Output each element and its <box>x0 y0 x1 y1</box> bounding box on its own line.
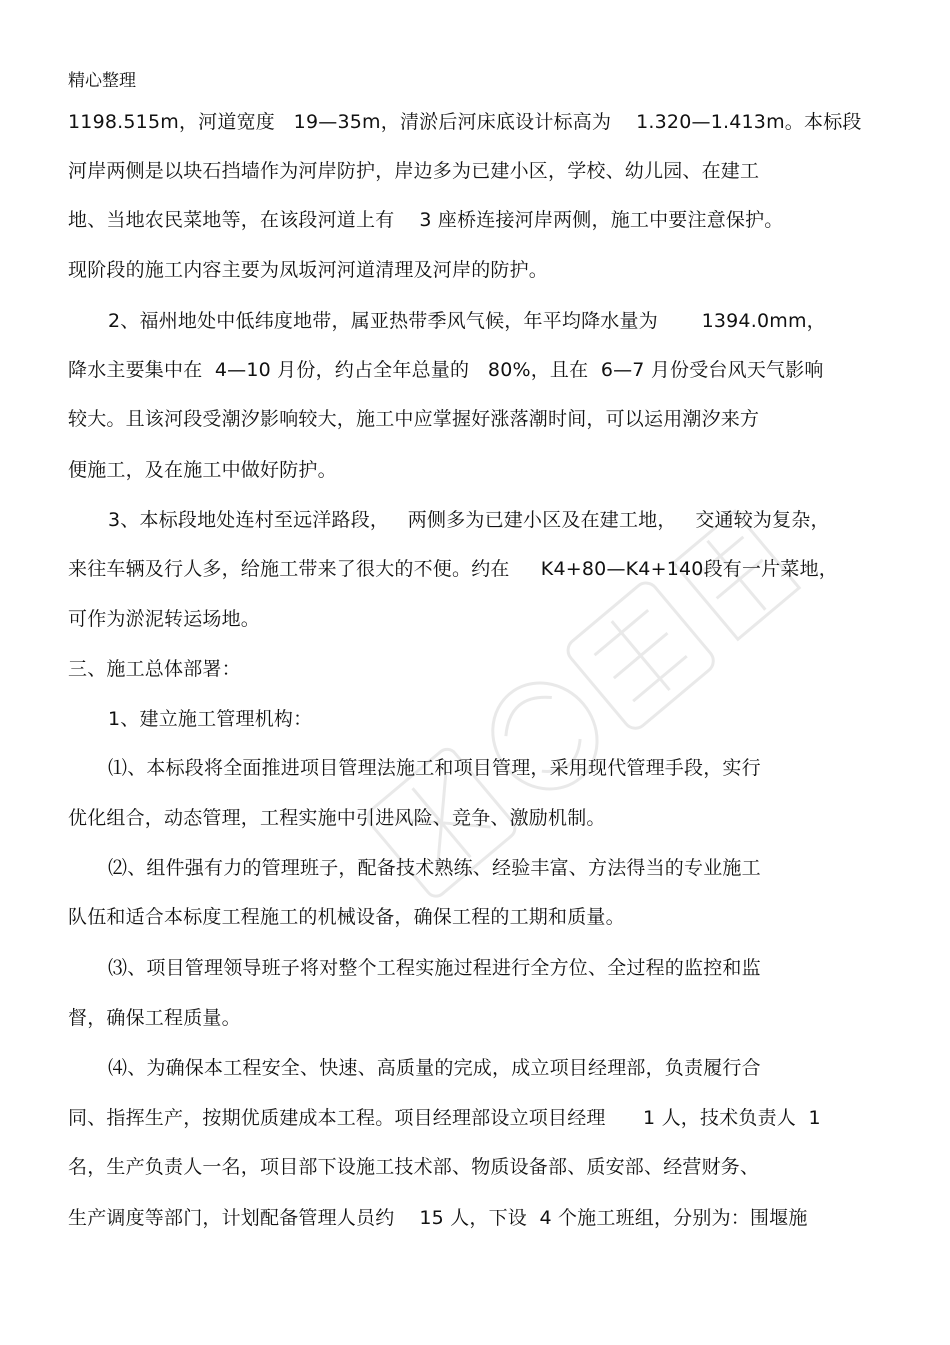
paragraph-line: 河岸两侧是以块石挡墙作为河岸防护，岸边多为已建小区，学校、幼儿园、在建工 <box>68 160 760 182</box>
subsection-heading: 1、建立施工管理机构： <box>108 708 313 730</box>
paragraph-line: 来往车辆及行人多，给施工带来了很大的不便。约在 K4+80—K4+140段有一片菜地， <box>68 558 838 580</box>
paragraph-line: 地、当地农民菜地等，在该段河道上有 3 座桥连接河岸两侧，施工中要注意保护。 <box>68 209 784 231</box>
paragraph-line: 较大。且该河段受潮汐影响较大，施工中应掌握好涨落潮时间，可以运用潮汐来方 <box>68 408 760 430</box>
paragraph-line: ⑴、本标段将全面推进项目管理法施工和项目管理，采用现代管理手段，实行 <box>108 757 761 779</box>
paragraph-line: ⑵、组件强有力的管理班子，配备技术熟练、经验丰富、方法得当的专业施工 <box>108 857 761 879</box>
paragraph-line: 现阶段的施工内容主要为凤坂河河道清理及河岸的防护。 <box>68 259 549 281</box>
paragraph-line: ⑷、为确保本工程安全、快速、高质量的完成，成立项目经理部，负责履行合 <box>108 1057 761 1079</box>
paragraph-line: 2、福州地处中低纬度地带，属亚热带季风气候，年平均降水量为 1394.0mm， <box>108 310 826 332</box>
paragraph-line: 生产调度等部门，计划配备管理人员约 15 人，下设 4 个施工班组，分别为：围堰施 <box>68 1207 808 1229</box>
paragraph-line: 便施工，及在施工中做好防护。 <box>68 459 337 481</box>
paragraph-line: 督，确保工程质量。 <box>68 1007 241 1029</box>
paragraph-line: ⑶、项目管理领导班子将对整个工程实施过程进行全方位、全过程的监控和监 <box>108 957 761 979</box>
section-heading: 三、施工总体部署： <box>68 658 241 680</box>
paragraph-line: 降水主要集中在 4—10 月份，约占全年总量的 80%，且在 6—7 月份受台风天气影响 <box>68 359 824 381</box>
paragraph-line: 名，生产负责人一名，项目部下设施工技术部、物质设备部、质安部、经营财务、 <box>68 1156 760 1178</box>
paragraph-line: 优化组合，动态管理，工程实施中引进风险、竞争、激励机制。 <box>68 807 606 829</box>
page-header: 精心整理 <box>68 71 136 91</box>
paragraph-line: 同、指挥生产，按期优质建成本工程。项目经理部设立项目经理 1 人，技术负责人 1 <box>68 1107 821 1129</box>
paragraph-line: 3、本标段地处连村至远洋路段， 两侧多为已建小区及在建工地， 交通较为复杂， <box>108 509 830 531</box>
paragraph-line: 可作为淤泥转运场地。 <box>68 608 261 630</box>
watermark-logo <box>300 420 860 980</box>
paragraph-line: 1198.515m，河道宽度 19—35m，清淤后河床底设计标高为 1.320—1.413m。本标段 <box>68 111 862 133</box>
paragraph-line: 队伍和适合本标度工程施工的机械设备，确保工程的工期和质量。 <box>68 906 625 928</box>
